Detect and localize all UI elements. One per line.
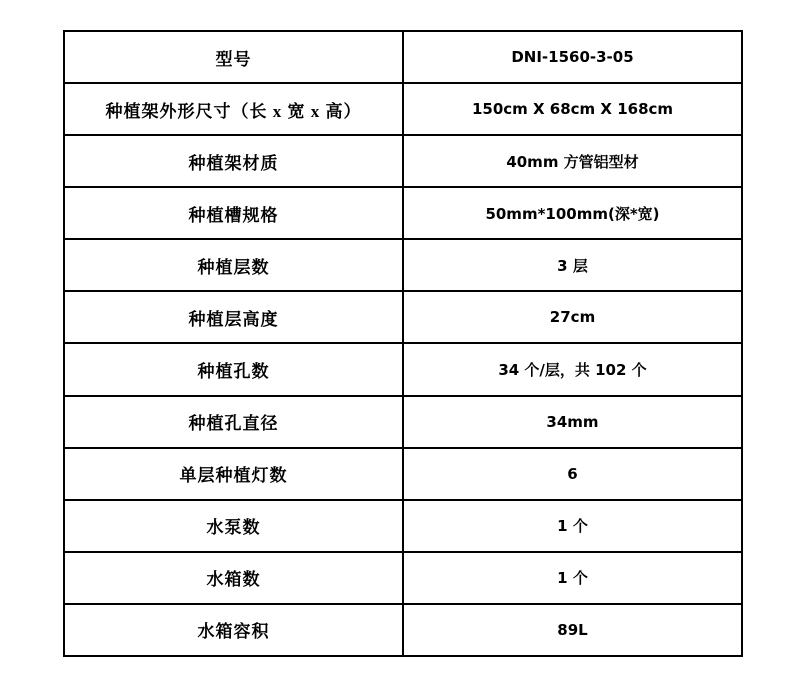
- product-spec-table: [63, 30, 743, 657]
- spec-value-hole-count: 34 个/层，共 102 个: [403, 343, 742, 395]
- table-row-layers: [64, 239, 742, 291]
- spec-label-trough-spec: 种植槽规格: [64, 187, 403, 239]
- spec-value-layers: 3 层: [403, 239, 742, 291]
- spec-value-model: DNI-1560-3-05: [403, 31, 742, 83]
- spec-value-hole-diameter: 34mm: [403, 396, 742, 448]
- table-row-model: [64, 31, 742, 83]
- table-row-tank-capacity: [64, 604, 742, 656]
- spec-value-lights-per-layer: 6: [403, 448, 742, 500]
- spec-label-material: 种植架材质: [64, 135, 403, 187]
- spec-value-tank-count: 1 个: [403, 552, 742, 604]
- spec-label-layer-height: 种植层高度: [64, 291, 403, 343]
- spec-label-pump-count: 水泵数: [64, 500, 403, 552]
- table-row-dimensions: [64, 83, 742, 135]
- spec-label-hole-diameter: 种植孔直径: [64, 396, 403, 448]
- table-row-trough-spec: [64, 187, 742, 239]
- spec-value-dimensions: 150cm X 68cm X 168cm: [403, 83, 742, 135]
- spec-value-pump-count: 1 个: [403, 500, 742, 552]
- table-row-tank-count: [64, 552, 742, 604]
- spec-label-hole-count: 种植孔数: [64, 343, 403, 395]
- spec-value-material: 40mm 方管铝型材: [403, 135, 742, 187]
- spec-value-layer-height: 27cm: [403, 291, 742, 343]
- table-row-hole-count: [64, 343, 742, 395]
- spec-label-dimensions: 种植架外形尺寸（长 x 宽 x 高）: [64, 83, 403, 135]
- spec-label-model: 型号: [64, 31, 403, 83]
- table-row-hole-diameter: [64, 396, 742, 448]
- spec-label-tank-count: 水箱数: [64, 552, 403, 604]
- spec-label-tank-capacity: 水箱容积: [64, 604, 403, 656]
- spec-label-layers: 种植层数: [64, 239, 403, 291]
- spec-value-tank-capacity: 89L: [403, 604, 742, 656]
- table-row-pump-count: [64, 500, 742, 552]
- table-row-lights-per-layer: [64, 448, 742, 500]
- spec-value-trough-spec: 50mm*100mm(深*宽): [403, 187, 742, 239]
- spec-label-lights-per-layer: 单层种植灯数: [64, 448, 403, 500]
- table-row-material: [64, 135, 742, 187]
- table-row-layer-height: [64, 291, 742, 343]
